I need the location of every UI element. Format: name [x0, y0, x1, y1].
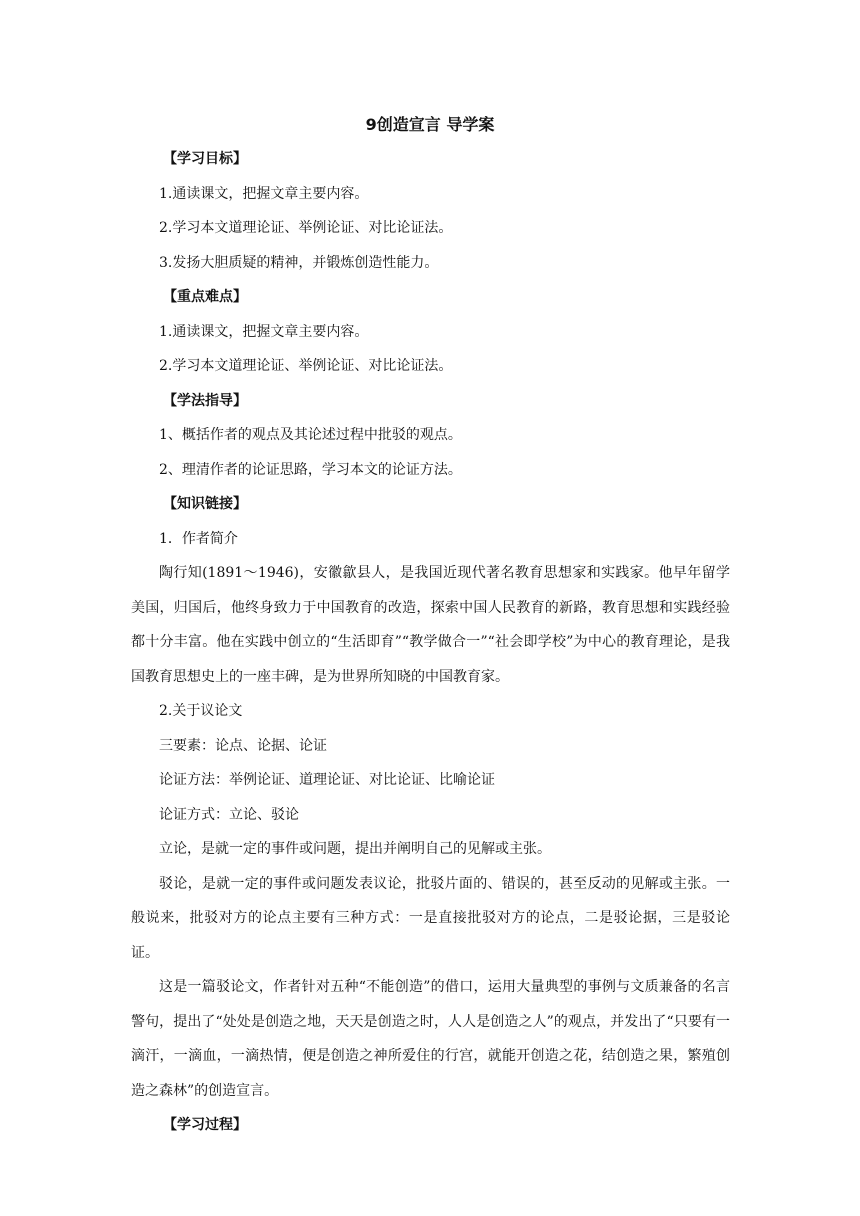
section-heading-knowledge: 【知识链接】: [163, 496, 247, 512]
goal-item: 2.学习本文道理论证、举例论证、对比论证法。: [159, 220, 453, 236]
modes-line: 论证方式：立论、驳论: [159, 806, 299, 823]
summary-paragraph: 这是一篇驳论文，作者针对五种“不能创造”的借口，运用大量典型的事例与文质兼备的名言警句，提出了“处处是创造之地，天天是创造之时，人人是创造之人”的观点，并发出了“只要有一滴汗，一滴血，一滴热情，便是创造之神所爱住的行宫，就能开创造之花，结创造之果，繁殖创造之森林”的创造宣言。: [131, 979, 730, 1099]
key-item: 2.学习本文道理论证、举例论证、对比论证法。: [159, 358, 453, 374]
elements-line: 三要素：论点、论据、论证: [159, 737, 327, 754]
section-heading-key: 【重点难点】: [163, 289, 247, 305]
author-paragraph: 陶行知(1891～1946)，安徽歙县人，是我国近现代著名教育思想家和实践家。他早年留学美国，归国后，他终身致力于中国教育的改造，探索中国人民教育的新路，教育思想和实践经验都十分丰富。他在实践中创立的“生活即育”“教学做合一”“社会即学校”为中心的教育理论，是我国教育思想史上的一座丰碑，是为世界所知晓的中国教育家。: [131, 565, 730, 685]
essay-heading: 2.关于议论文: [159, 703, 243, 719]
section-heading-process: 【学习过程】: [163, 1117, 247, 1133]
goal-item: 1.通读课文，把握文章主要内容。: [159, 185, 369, 202]
section-heading-method: 【学法指导】: [163, 392, 247, 409]
document-body: [131, 142, 730, 1143]
method-item: 1、概括作者的观点及其论述过程中批驳的观点。: [159, 427, 462, 443]
lilun-paragraph: 立论，是就一定的事件或问题，提出并阐明自己的见解或主张。: [159, 841, 551, 857]
method-item: 2、理清作者的论证思路，学习本文的论证方法。: [159, 461, 462, 478]
author-heading: 1．作者简介: [159, 530, 238, 547]
page-title: 9创造宣言 导学案: [365, 115, 495, 134]
key-item: 1.通读课文，把握文章主要内容。: [159, 323, 369, 340]
goal-item: 3.发扬大胆质疑的精神，并锻炼创造性能力。: [159, 254, 439, 271]
bolun-paragraph: 驳论，是就一定的事件或问题发表议论，批驳片面的、错误的，甚至反动的见解或主张。一般说来，批驳对方的论点主要有三种方式：一是直接批驳对方的论点，二是驳论据，三是驳论证。: [131, 875, 730, 961]
methods-line: 论证方法：举例论证、道理论证、对比论证、比喻论证: [159, 772, 495, 788]
section-heading-goals: 【学习目标】: [163, 151, 247, 167]
